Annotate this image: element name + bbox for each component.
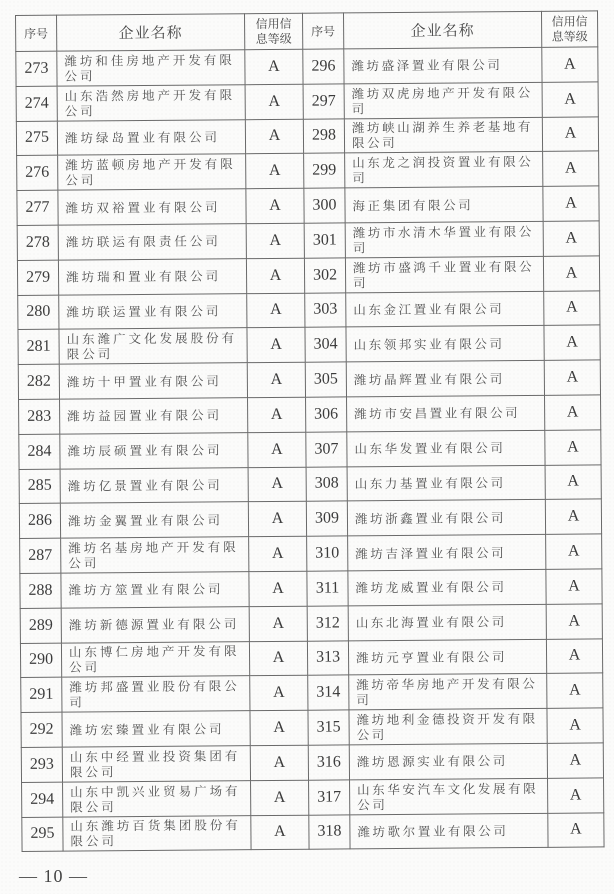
serial-no-cell: 311 — [307, 571, 348, 606]
credit-grade-cell: A — [544, 290, 600, 325]
credit-grade-cell: A — [247, 328, 305, 363]
serial-no-cell: 308 — [306, 466, 347, 501]
credit-rating-table — [15, 10, 605, 852]
table-row — [19, 430, 601, 469]
credit-grade-cell: A — [250, 710, 308, 745]
credit-grade-cell: A — [542, 82, 598, 117]
company-name-cell: 海正集团有限公司 — [345, 187, 543, 223]
header-company-name: 企业名称 — [57, 14, 245, 51]
credit-grade-cell: A — [246, 258, 304, 293]
company-name-cell: 潍坊元亨置业有限公司 — [348, 639, 546, 675]
serial-no-cell: 301 — [304, 223, 345, 258]
serial-no-cell: 292 — [21, 712, 62, 747]
credit-grade-cell: A — [247, 293, 305, 328]
table-row — [21, 708, 603, 747]
serial-no-cell: 289 — [20, 608, 61, 643]
serial-no-cell: 295 — [22, 817, 63, 852]
table-row — [20, 569, 602, 608]
company-name-cell: 山东北海置业有限公司 — [348, 604, 546, 640]
company-name-cell: 潍坊歌尔置业有限公司 — [350, 813, 548, 849]
company-name-cell: 潍坊和佳房地产开发有限公司 — [57, 50, 245, 86]
company-name-cell: 潍坊联运有限责任公司 — [58, 224, 246, 260]
table-row — [20, 604, 602, 643]
company-name-cell: 潍坊帝华房地产开发有限公司 — [349, 674, 547, 710]
serial-no-cell: 284 — [19, 434, 60, 469]
credit-grade-cell: A — [245, 84, 303, 119]
table-body — [16, 47, 604, 852]
company-name-cell: 潍坊蓝顿房地产开发有限公司 — [58, 154, 246, 190]
serial-no-cell: 316 — [308, 745, 349, 780]
company-name-cell: 潍坊双虎房地产开发有限公司 — [344, 82, 542, 118]
company-name-cell: 潍坊盛泽置业有限公司 — [344, 47, 542, 83]
serial-no-cell: 306 — [306, 397, 347, 432]
company-name-cell: 潍坊方筮置业有限公司 — [61, 572, 249, 608]
serial-no-cell: 305 — [305, 362, 346, 397]
credit-grade-cell: A — [247, 362, 305, 397]
serial-no-cell: 278 — [17, 225, 58, 260]
serial-no-cell: 302 — [304, 258, 345, 293]
company-name-cell: 潍坊亿景置业有限公司 — [60, 467, 248, 503]
company-name-cell: 潍坊瑞和置业有限公司 — [58, 258, 246, 294]
credit-grade-cell: A — [249, 641, 307, 676]
credit-grade-cell: A — [249, 571, 307, 606]
table-row — [17, 186, 599, 225]
credit-grade-cell: A — [544, 360, 600, 395]
page-number: — 10 — — [19, 866, 88, 886]
table-row — [16, 117, 598, 156]
credit-grade-cell: A — [246, 154, 304, 189]
company-name-cell: 山东领邦实业有限公司 — [346, 326, 544, 362]
company-name-cell: 潍坊市盛鸿千业置业有限公司 — [345, 256, 543, 292]
credit-grade-cell: A — [251, 815, 309, 850]
company-name-cell: 潍坊市水清木华置业有限公司 — [345, 221, 543, 257]
table-row — [19, 499, 601, 538]
table-row — [20, 534, 602, 573]
serial-no-cell: 315 — [308, 710, 349, 745]
header-credit-grade — [244, 13, 302, 49]
serial-no-cell: 310 — [307, 536, 348, 571]
credit-grade-cell: A — [542, 117, 598, 152]
header-company-name-2: 企业名称 — [343, 11, 541, 49]
company-name-cell: 潍坊吉泽置业有限公司 — [348, 535, 546, 571]
table-row — [16, 47, 598, 86]
table-row — [17, 256, 599, 295]
company-name-cell: 潍坊市安昌置业有限公司 — [347, 395, 545, 431]
credit-grade-cell: A — [250, 676, 308, 711]
serial-no-cell: 307 — [306, 432, 347, 467]
table-row — [16, 82, 598, 121]
company-name-cell: 山东华发置业有限公司 — [347, 430, 545, 466]
serial-no-cell: 309 — [306, 501, 347, 536]
company-name-cell: 潍坊联运置业有限公司 — [59, 293, 247, 329]
table-row — [17, 221, 599, 260]
credit-grade-cell: A — [545, 499, 601, 534]
company-name-cell: 潍坊龙威置业有限公司 — [348, 569, 546, 605]
table-row — [18, 325, 600, 364]
company-name-cell: 山东潍广文化发展股份有限公司 — [59, 328, 247, 364]
company-name-cell: 潍坊地利金德投资开发有限公司 — [349, 708, 547, 744]
company-name-cell: 潍坊宏臻置业有限公司 — [62, 711, 250, 747]
credit-grade-cell: A — [548, 778, 604, 813]
credit-grade-cell: A — [248, 432, 306, 467]
table-row — [19, 395, 601, 434]
serial-no-cell: 280 — [18, 295, 59, 330]
credit-grade-cell: A — [547, 743, 603, 778]
serial-no-cell: 312 — [307, 606, 348, 641]
serial-no-cell: 294 — [22, 782, 63, 817]
credit-grade-cell: A — [246, 223, 304, 258]
table-row — [22, 812, 604, 851]
credit-grade-cell: A — [248, 467, 306, 502]
header-credit-grade-label-2: 信用信息等级 — [551, 14, 588, 44]
company-name-cell: 山东龙之润投资置业有限公司 — [345, 152, 543, 188]
serial-no-cell: 293 — [21, 747, 62, 782]
header-serial-no-2: 序号 — [302, 13, 343, 49]
serial-no-cell: 286 — [19, 504, 60, 539]
serial-no-cell: 291 — [21, 677, 62, 712]
company-name-cell: 山东中经置业投资集团有限公司 — [62, 746, 250, 782]
credit-grade-cell: A — [543, 256, 599, 291]
company-name-cell: 山东浩然房地产开发有限公司 — [57, 84, 245, 120]
credit-grade-cell: A — [245, 49, 303, 84]
serial-no-cell: 283 — [19, 399, 60, 434]
serial-no-cell: 303 — [305, 292, 346, 327]
serial-no-cell: 318 — [309, 814, 350, 849]
header-credit-grade-label: 信用信息等级 — [255, 16, 292, 46]
serial-no-cell: 274 — [16, 86, 57, 121]
header-credit-grade-2 — [541, 11, 597, 47]
table-row — [19, 464, 601, 503]
serial-no-cell: 287 — [20, 538, 61, 573]
serial-no-cell: 277 — [17, 190, 58, 225]
serial-no-cell: 273 — [16, 51, 57, 86]
credit-grade-cell: A — [542, 47, 598, 82]
company-name-cell: 山东潍坊百货集团股份有限公司 — [63, 815, 251, 851]
serial-no-cell: 299 — [304, 153, 345, 188]
serial-no-cell: 296 — [303, 49, 344, 84]
company-name-cell: 潍坊十甲置业有限公司 — [59, 363, 247, 399]
credit-grade-cell: A — [544, 325, 600, 360]
serial-no-cell: 290 — [20, 643, 61, 678]
credit-grade-cell: A — [547, 673, 603, 708]
credit-grade-cell: A — [248, 397, 306, 432]
credit-grade-cell: A — [545, 395, 601, 430]
table-row — [18, 360, 600, 399]
serial-no-cell: 304 — [305, 327, 346, 362]
credit-grade-cell: A — [546, 604, 602, 639]
company-name-cell: 潍坊晶辉置业有限公司 — [346, 361, 544, 397]
serial-no-cell: 317 — [309, 780, 350, 815]
table-row — [21, 673, 603, 712]
table-row — [17, 151, 599, 190]
company-name-cell: 潍坊邦盛置业股份有限公司 — [62, 676, 250, 712]
credit-grade-cell: A — [246, 188, 304, 223]
serial-no-cell: 279 — [17, 260, 58, 295]
table-row — [18, 290, 600, 329]
serial-no-cell: 285 — [19, 469, 60, 504]
serial-no-cell: 275 — [16, 121, 57, 156]
credit-grade-cell: A — [251, 780, 309, 815]
serial-no-cell: 314 — [308, 675, 349, 710]
credit-grade-cell: A — [543, 186, 599, 221]
serial-no-cell: 276 — [17, 156, 58, 191]
company-name-cell: 山东力基置业有限公司 — [347, 465, 545, 501]
credit-grade-cell: A — [546, 534, 602, 569]
serial-no-cell: 297 — [303, 84, 344, 119]
credit-grade-cell: A — [546, 569, 602, 604]
company-name-cell: 潍坊益园置业有限公司 — [60, 398, 248, 434]
company-name-cell: 潍坊新德源置业有限公司 — [61, 606, 249, 642]
serial-no-cell: 288 — [20, 573, 61, 608]
table-row — [21, 743, 603, 782]
company-name-cell: 山东中凯兴业贸易广场有限公司 — [63, 780, 251, 816]
serial-no-cell: 282 — [18, 364, 59, 399]
credit-grade-cell: A — [248, 502, 306, 537]
company-name-cell: 潍坊双裕置业有限公司 — [58, 189, 246, 225]
credit-grade-cell: A — [543, 221, 599, 256]
company-name-cell: 潍坊绿岛置业有限公司 — [57, 119, 245, 155]
credit-grade-cell: A — [547, 708, 603, 743]
credit-grade-cell: A — [546, 638, 602, 673]
company-name-cell: 潍坊金翼置业有限公司 — [60, 502, 248, 538]
credit-grade-cell: A — [545, 430, 601, 465]
company-name-cell: 潍坊恩源实业有限公司 — [349, 743, 547, 779]
header-serial-no: 序号 — [16, 15, 57, 51]
serial-no-cell: 313 — [307, 640, 348, 675]
credit-grade-cell: A — [543, 151, 599, 186]
credit-grade-cell: A — [548, 812, 604, 847]
serial-no-cell: 300 — [304, 188, 345, 223]
company-name-cell: 潍坊浙鑫置业有限公司 — [347, 500, 545, 536]
company-name-cell: 山东博仁房地产开发有限公司 — [61, 641, 249, 677]
company-name-cell: 潍坊峡山湖养生养老基地有限公司 — [344, 117, 542, 153]
company-name-cell: 山东华安汽车文化发展有限公司 — [350, 778, 548, 814]
company-name-cell: 山东金江置业有限公司 — [346, 291, 544, 327]
credit-grade-cell: A — [249, 536, 307, 571]
credit-grade-cell: A — [250, 745, 308, 780]
credit-grade-cell: A — [545, 464, 601, 499]
company-name-cell: 潍坊名基房地产开发有限公司 — [61, 537, 249, 573]
serial-no-cell: 281 — [18, 330, 59, 365]
table-row — [20, 638, 602, 677]
credit-grade-cell: A — [245, 119, 303, 154]
table-header-row — [16, 11, 598, 52]
table-row — [22, 778, 604, 817]
serial-no-cell: 298 — [303, 119, 344, 154]
company-name-cell: 潍坊辰硕置业有限公司 — [60, 432, 248, 468]
credit-grade-cell: A — [249, 606, 307, 641]
